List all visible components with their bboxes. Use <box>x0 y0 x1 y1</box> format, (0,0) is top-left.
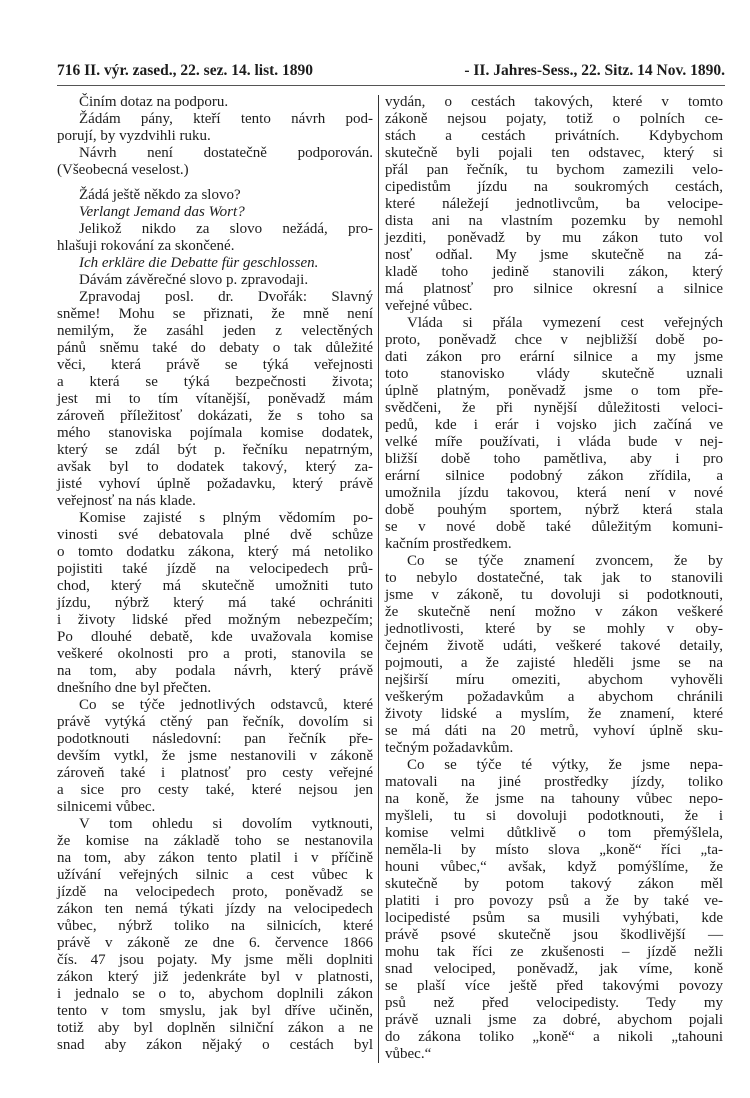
text-line: Co se týče znamení zvoncem, že by <box>407 553 723 569</box>
text-line: na koně, že jsme na tahouny vůbec nepo- <box>385 791 723 807</box>
text-line: dista ani na vlastním pozemku by nemohl <box>385 213 723 229</box>
text-line: Verlangt Jemand das Wort? <box>79 204 245 220</box>
text-line: mohu tak říci ze zkušenosti – jízdě nežli <box>385 944 723 960</box>
text-line: nejširší míru omeziti, abychom vyhověli <box>385 672 723 688</box>
text-line: Jelikož nikdo za slovo nežádá, pro- <box>79 221 373 237</box>
text-line: čejném životě udáti, veškeré takové detaily, <box>385 638 723 654</box>
text-line: se plaší více ještě před takovými povozy <box>385 978 723 994</box>
text-line: na tom, aby podala návrh, který právě <box>57 663 373 679</box>
text-line: tečným požadavkům. <box>385 740 514 756</box>
text-line: tento v tom smyslu, jak byl dříve učiněn, <box>57 1003 373 1019</box>
text-line: proto, poněvadž chce v nejbližší době po- <box>385 332 723 348</box>
text-line: Komise zajisté s plným vědomím po- <box>79 510 373 526</box>
paragraph <box>385 757 723 1063</box>
text-line: kačním prostředkem. <box>385 536 512 552</box>
text-line: a která se týká bezpečnosti života; <box>57 374 373 390</box>
paragraph <box>57 289 373 510</box>
text-line: totiž aby byl doplněn silniční zákon a ne <box>57 1020 373 1036</box>
text-line: avšak byl to dodatek takový, který za- <box>57 459 373 475</box>
text-line: vydán, o cestách takových, které v tomto <box>385 94 723 110</box>
text-line: platiti i pro povozy psů a že by také ve- <box>385 893 723 909</box>
text-line: a sice pro cesty také, které nejsou jen <box>57 782 373 798</box>
text-line: svědčeni, že při nynější důležitosti veloci- <box>385 400 723 416</box>
paragraph <box>57 272 373 289</box>
page-header <box>57 62 725 82</box>
text-line: zákon který již jedenkráte byl v platnosti, <box>57 969 373 985</box>
paragraph <box>57 221 373 255</box>
text-line: velké míře používati, i vláda bude v nej- <box>385 434 723 450</box>
paragraph <box>57 145 373 179</box>
text-line: i jednalo se o to, abychom doplnili zákon <box>57 986 373 1002</box>
text-line: matovali na jiné prostředky jízdy, toliko <box>385 774 723 790</box>
text-line: jsme v zákoně, tu dovoluji si podotknouti, <box>385 587 723 603</box>
text-line: pojistiti také jízdě na velocipedech prů- <box>57 561 373 577</box>
text-line: jisté vyhoví úplně požadavku, který právě <box>57 476 373 492</box>
text-line: silnicemi vůbec. <box>57 799 156 815</box>
text-line: veškeré okolnosti pro a proti, stanovila se <box>57 646 373 662</box>
text-line: věci, která právě se týká veřejnosti <box>57 357 373 373</box>
paragraph <box>57 255 373 272</box>
left-column <box>57 94 373 1054</box>
text-line: nosť odňal. My jsme skutečně na zá- <box>385 247 723 263</box>
text-line: snad velociped, poněvadž, jak víme, koně <box>385 961 723 977</box>
text-line: (Všeobecná veselost.) <box>57 162 189 178</box>
text-line: sněme! Mohu se přiznati, že mně není <box>57 306 373 322</box>
text-line: na tom, aby zákon tento platil i v příčině <box>57 850 373 866</box>
text-line: kladě toho jedině stanovili zákon, který <box>385 264 723 280</box>
text-line: užívání veřejných silnic a cest vůbec k <box>57 867 373 883</box>
paragraph <box>57 94 373 111</box>
text-line: jízdě na velocipedech proto, poněvadž se <box>57 884 373 900</box>
text-line: úplně platným, poněvadž jsme o tom pře- <box>385 383 723 399</box>
text-line: veřejné vůbec. <box>385 298 473 314</box>
text-line: že skutečně není možno v zákon veškeré <box>385 604 723 620</box>
text-line: právě psové skutečně jsou škodlivější — <box>385 927 723 943</box>
text-line: vůbec, nýbrž toliko na silnicích, které <box>57 918 373 934</box>
text-line: psů než před velocipedisty. Tedy my <box>385 995 723 1011</box>
paragraph <box>385 315 723 553</box>
text-line: myšleli, tu si dovoluji podotknouti, že i <box>385 808 723 824</box>
text-line: veškerým požadavkům a abychom chránili <box>385 689 723 705</box>
text-line: právě vytýká ctěný pan řečník, dovolím si <box>57 714 373 730</box>
right-column <box>385 94 723 1063</box>
text-line: toto stanovisko vlády skutečně uznali <box>385 366 723 382</box>
text-line: Žádám pány, kteří tento návrh pod- <box>79 111 373 127</box>
text-line: době pouhým sportem, nýbrž která stala <box>385 502 723 518</box>
text-line: erární silnice podobný zákon zřídila, a <box>385 468 723 484</box>
text-line: locipedisté psům sa musili vyhýbati, kde <box>385 910 723 926</box>
text-line: pojmouti, a že zajisté hleděli jsme se na <box>385 655 723 671</box>
text-line: který se zdál být p. řečníku nepatrným, <box>57 442 373 458</box>
paragraph <box>57 816 373 1054</box>
text-line: právě uznali jsme za dobré, abychom pojali <box>385 1012 723 1028</box>
text-line: V tom ohledu si dovolím vytknouti, <box>79 816 373 832</box>
text-line: zákon ten nemá týkati jízdy na velocipedech <box>57 901 373 917</box>
text-line: snad aby zákon nějaký o cestách byl <box>57 1037 373 1053</box>
text-line: přál pan řečník, tu bychom zamezili velo- <box>385 162 723 178</box>
paragraph <box>385 553 723 757</box>
text-line: Návrh není dostatečně podporován. <box>79 145 373 161</box>
text-line: mého stanoviska pojímala komise dodatek, <box>57 425 373 441</box>
text-line: má platnosť pro silnice okresní a silnice <box>385 281 723 297</box>
text-line: jednotlivosti, které by se mohly v oby- <box>385 621 723 637</box>
text-line: i životy lidské před možným nebezpečím; <box>57 612 373 628</box>
text-line: hlašuji rokování za skončené. <box>57 238 235 254</box>
text-line: jest mi to tím vítanější, poněvadž mám <box>57 391 373 407</box>
header-rule <box>57 85 725 86</box>
paragraph <box>57 510 373 697</box>
text-line: veřejnosť na nás klade. <box>57 493 196 509</box>
text-line: se v nové době také důležitým komuni- <box>385 519 723 535</box>
text-line: houni vůbec,“ avšak, když pomýšlíme, že <box>385 859 723 875</box>
text-line: Co se týče té výtky, že jsme nepa- <box>407 757 723 773</box>
text-line: jezditi, poněvadž by mu zákon tuto vol <box>385 230 723 246</box>
text-line: dati zákon pro erární silnice a my jsme <box>385 349 723 365</box>
text-line: Dávám závěrečné slovo p. zpravodaji. <box>79 272 309 288</box>
text-line: dnešního dne byl přečten. <box>57 680 212 696</box>
text-line: skutečně by potom takový zákon měl <box>385 876 723 892</box>
text-line: skutečně byli pojali ten odstavec, který si <box>385 145 723 161</box>
text-line: bližší době toho pamětliva, aby i pro <box>385 451 723 467</box>
text-line: devším vytkl, že jsme nestanovili v zákoně <box>57 748 373 764</box>
text-line: vůbec.“ <box>385 1046 432 1062</box>
text-line: Žádá ještě někdo za slovo? <box>79 187 241 203</box>
header-czech: 716 II. výr. zased., 22. sez. 14. list. 1890 <box>57 62 314 79</box>
paragraph <box>57 697 373 816</box>
text-line: cipedistům jízdu na soukromých cestách, <box>385 179 723 195</box>
text-line: Ich erkläre die Debatte für geschlossen. <box>79 255 319 271</box>
text-line: právě v zákoně ze dne 6. července 1866 <box>57 935 373 951</box>
paragraph <box>57 187 373 204</box>
text-line: to nebylo dostatečné, tak jak to stanovili <box>385 570 723 586</box>
text-line: pánů sněmu také do debaty o tak důležité <box>57 340 373 356</box>
text-line: o tomto dodatku zákona, který má netoliko <box>57 544 373 560</box>
text-line: stách a cestách privátních. Kdybychom <box>385 128 723 144</box>
text-line: že komise na základě toho se nestanovila <box>57 833 373 849</box>
text-line: Činím dotaz na podporu. <box>79 94 229 110</box>
text-line: podotknouti následovní: pan řečník pře- <box>57 731 373 747</box>
paragraph <box>385 94 723 315</box>
text-line: které náležejí jednotlivcům, ba velocipe- <box>385 196 723 212</box>
text-line: Zpravodaj posl. dr. Dvořák: Slavný <box>79 289 373 305</box>
text-line: čís. 47 jsou pojaty. My jsme měli doplniti <box>57 952 373 968</box>
text-line: se má dáti na 20 metrů, vyhoví úplně sku- <box>385 723 723 739</box>
text-line: do zákona toliko „koně“ a nikoli „tahouni <box>385 1029 723 1045</box>
column-divider <box>378 95 379 1063</box>
text-line: Po dlouhé debatě, kde uvažovala komise <box>57 629 373 645</box>
text-line: zároveň příležitosť dokázati, že s toho sa <box>57 408 373 424</box>
text-line: komise velmi důtklivě o tom přemýšlela, <box>385 825 723 841</box>
paragraph <box>57 204 373 221</box>
text-line: Co se týče jednotlivých odstavců, které <box>79 697 373 713</box>
text-line: životy lidské a myslím, že znamení, které <box>385 706 723 722</box>
text-line: Vláda si přála vymezení cest veřejných <box>407 315 723 331</box>
text-line: nemilým, že zasáhl jeden z velectěných <box>57 323 373 339</box>
text-line: pedů, kde i erár i vojsko jich začíná ve <box>385 417 723 433</box>
text-line: jízdu, nýbrž který má také ochrániti <box>57 595 373 611</box>
text-line: zároveň také i platnosť pro cesty veřejné <box>57 765 373 781</box>
text-line: neměla-li by místo slova „koně“ říci „ta- <box>385 842 723 858</box>
text-line: porují, by vyzdvihli ruku. <box>57 128 211 144</box>
text-line: zákoně nejsou pojaty, totiž o polních ce- <box>385 111 723 127</box>
text-line: chod, který má skutečně umožniti tuto <box>57 578 373 594</box>
paragraph <box>57 111 373 145</box>
header-german: - II. Jahres-Sess., 22. Sitz. 14 Nov. 1890. <box>464 62 725 79</box>
text-line: vinosti své debatovala plné dvě schůze <box>57 527 373 543</box>
text-line: umožnila jízdu takovou, která není v nové <box>385 485 723 501</box>
